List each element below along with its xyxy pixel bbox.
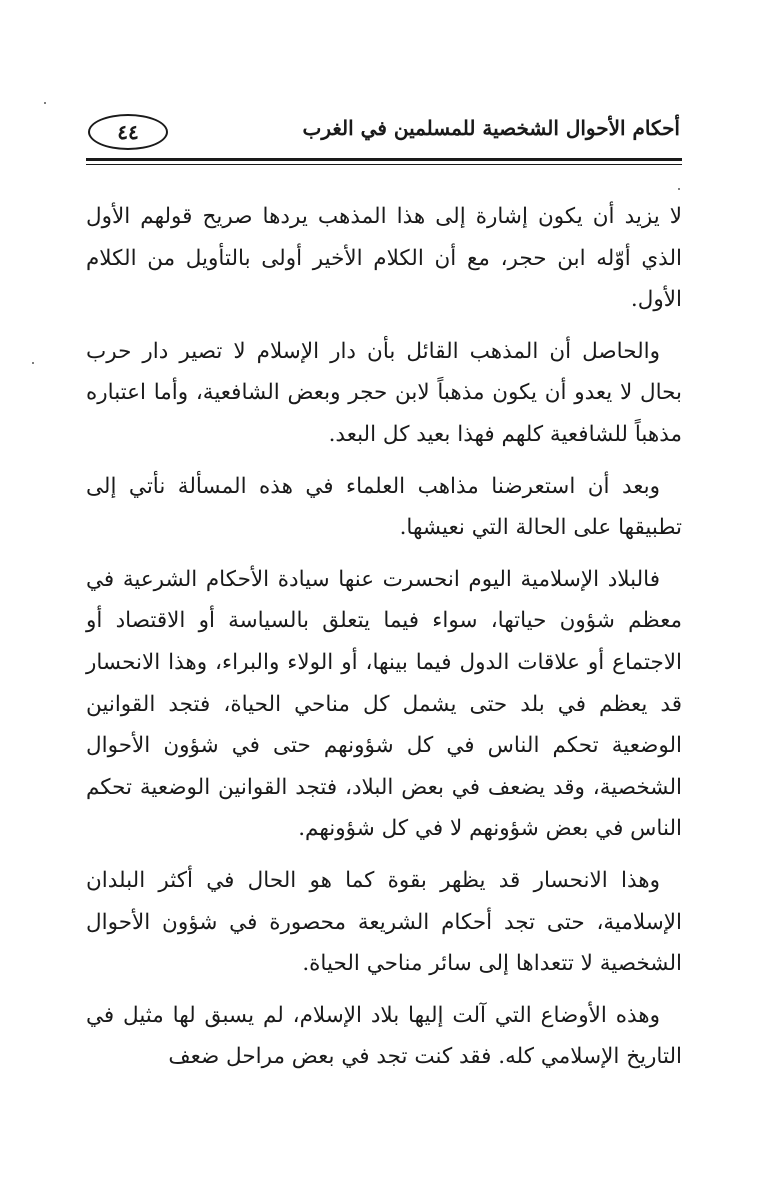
paragraph: وهذا الانحسار قد يظهر بقوة كما هو الحال في أكثر البلدان الإسلامية، حتى تجد أحكام الشريعة محصورة في شؤون الأحوال الشخصية لا تتعداها إلى سائر مناحي الحياة. [86,867,682,977]
page-number: ٤٤ [88,114,168,150]
body-text [86,196,682,1088]
paragraph: وهذه الأوضاع التي آلت إليها بلاد الإسلام، لم يسبق لها مثيل في التاريخ الإسلامي كله. فقد كنت تجد في بعض مراحل ضعف [86,1002,682,1070]
scan-speck [678,188,680,190]
paragraph: وبعد أن استعرضنا مذاهب العلماء في هذه المسألة نأتي إلى تطبيقها على الحالة التي نعيشها. [86,473,682,541]
running-title: أحكام الأحوال الشخصية للمسلمين في الغرب [302,116,680,140]
scan-speck [32,362,34,364]
scan-speck [44,102,46,104]
page-header [88,110,680,158]
paragraph: لا يزيد أن يكون إشارة إلى هذا المذهب يردها صريح قولهم الأول الذي أوّله ابن حجر، مع أن الكلام الأخير أولى بالتأويل من الكلام الأول. [86,204,682,313]
header-rule-thick [86,158,682,161]
header-rule-thin [86,164,682,165]
paragraph: فالبلاد الإسلامية اليوم انحسرت عنها سيادة الأحكام الشرعية في معظم شؤون حياتها، سواء فيما يتعلق بالسياسة أو الاقتصاد أو الاجتماع أو علاقات الدول فيما بينها، أو الولاء والبراء، وهذا الانحسار قد يعظم في بلد حتى يشمل كل مناحي الحياة، فتجد القوانين الوضعية تحكم الناس في كل شؤونهم حتى في شؤون الأحوال الشخصية، وقد يضعف في بعض البلاد، فتجد القوانين الوضعية تحكم الناس في بعض شؤونهم لا في كل شؤونهم. [86,566,682,842]
paragraph: والحاصل أن المذهب القائل بأن دار الإسلام لا تصير دار حرب بحال لا يعدو أن يكون مذهباً لابن حجر وبعض الشافعية، وأما اعتباره مذهباً للشافعية كلهم فهذا بعيد كل البعد. [86,338,682,447]
